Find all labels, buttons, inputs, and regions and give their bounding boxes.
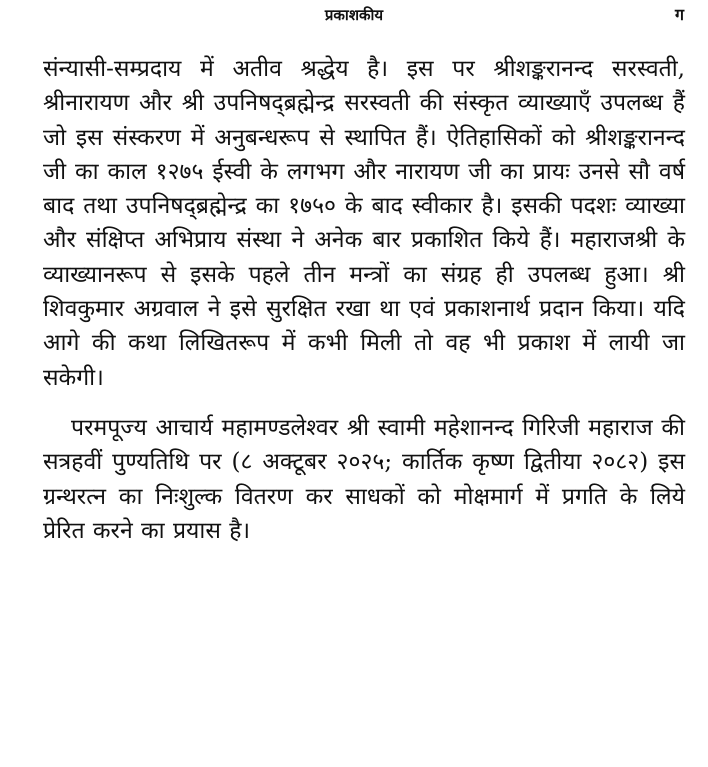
paragraph-continuation: संन्यासी-सम्प्रदाय में अतीव श्रद्धेय है। इस पर श्रीशङ्करानन्द सरस्वती, श्रीनारायण और श्री उपनिषद्ब्रह्मेन्द्र सरस्वती की संस्कृत व्याख्याएँ उपलब्ध हैं जो इस संस्करण में अनुबन्धरूप से स्थापित हैं। ऐतिहासिकों को श्रीशङ्करानन्द जी का काल १२७५ ईस्वी के लगभग और नारायण जी का प्रायः उनसे सौ वर्ष बाद तथा उपनिषद्ब्रह्मेन्द्र का १७५० के बाद स्वीकार है। इसकी पदशः व्याख्या और संक्षिप्त अभिप्राय संस्था ने अनेक बार प्रकाशित किये हैं। महाराजश्री के व्याख्यानरूप से इसके पहले तीन मन्त्रों का संग्रह ही उपलब्ध हुआ। श्री शिवकुमार अग्रवाल ने इसे सुरक्षित रखा था एवं प्रकाशनार्थ प्रदान किया। यदि आगे की कथा लिखितरूप में कभी मिली तो वह भी प्रकाश में लायी जा सकेगी। xyxy=(43,56,685,391)
body-text xyxy=(43,52,685,548)
section-title: प्रकाशकीय xyxy=(324,6,384,24)
running-header xyxy=(0,2,708,28)
page-marker: ग xyxy=(674,5,684,24)
paragraph-dedication: परमपूज्य आचार्य महामण्डलेश्वर श्री स्वामी महेशानन्द गिरिजी महाराज की सत्रहवीं पुण्यतिथि पर (८ अक्टूबर २०२५; कार्तिक कृष्ण द्वितीया २०८२) इस ग्रन्थरत्न का निःशुल्क वितरण कर साधकों को मोक्षमार्ग में प्रगति के लिये प्रेरित करने का प्रयास है। xyxy=(43,414,685,544)
